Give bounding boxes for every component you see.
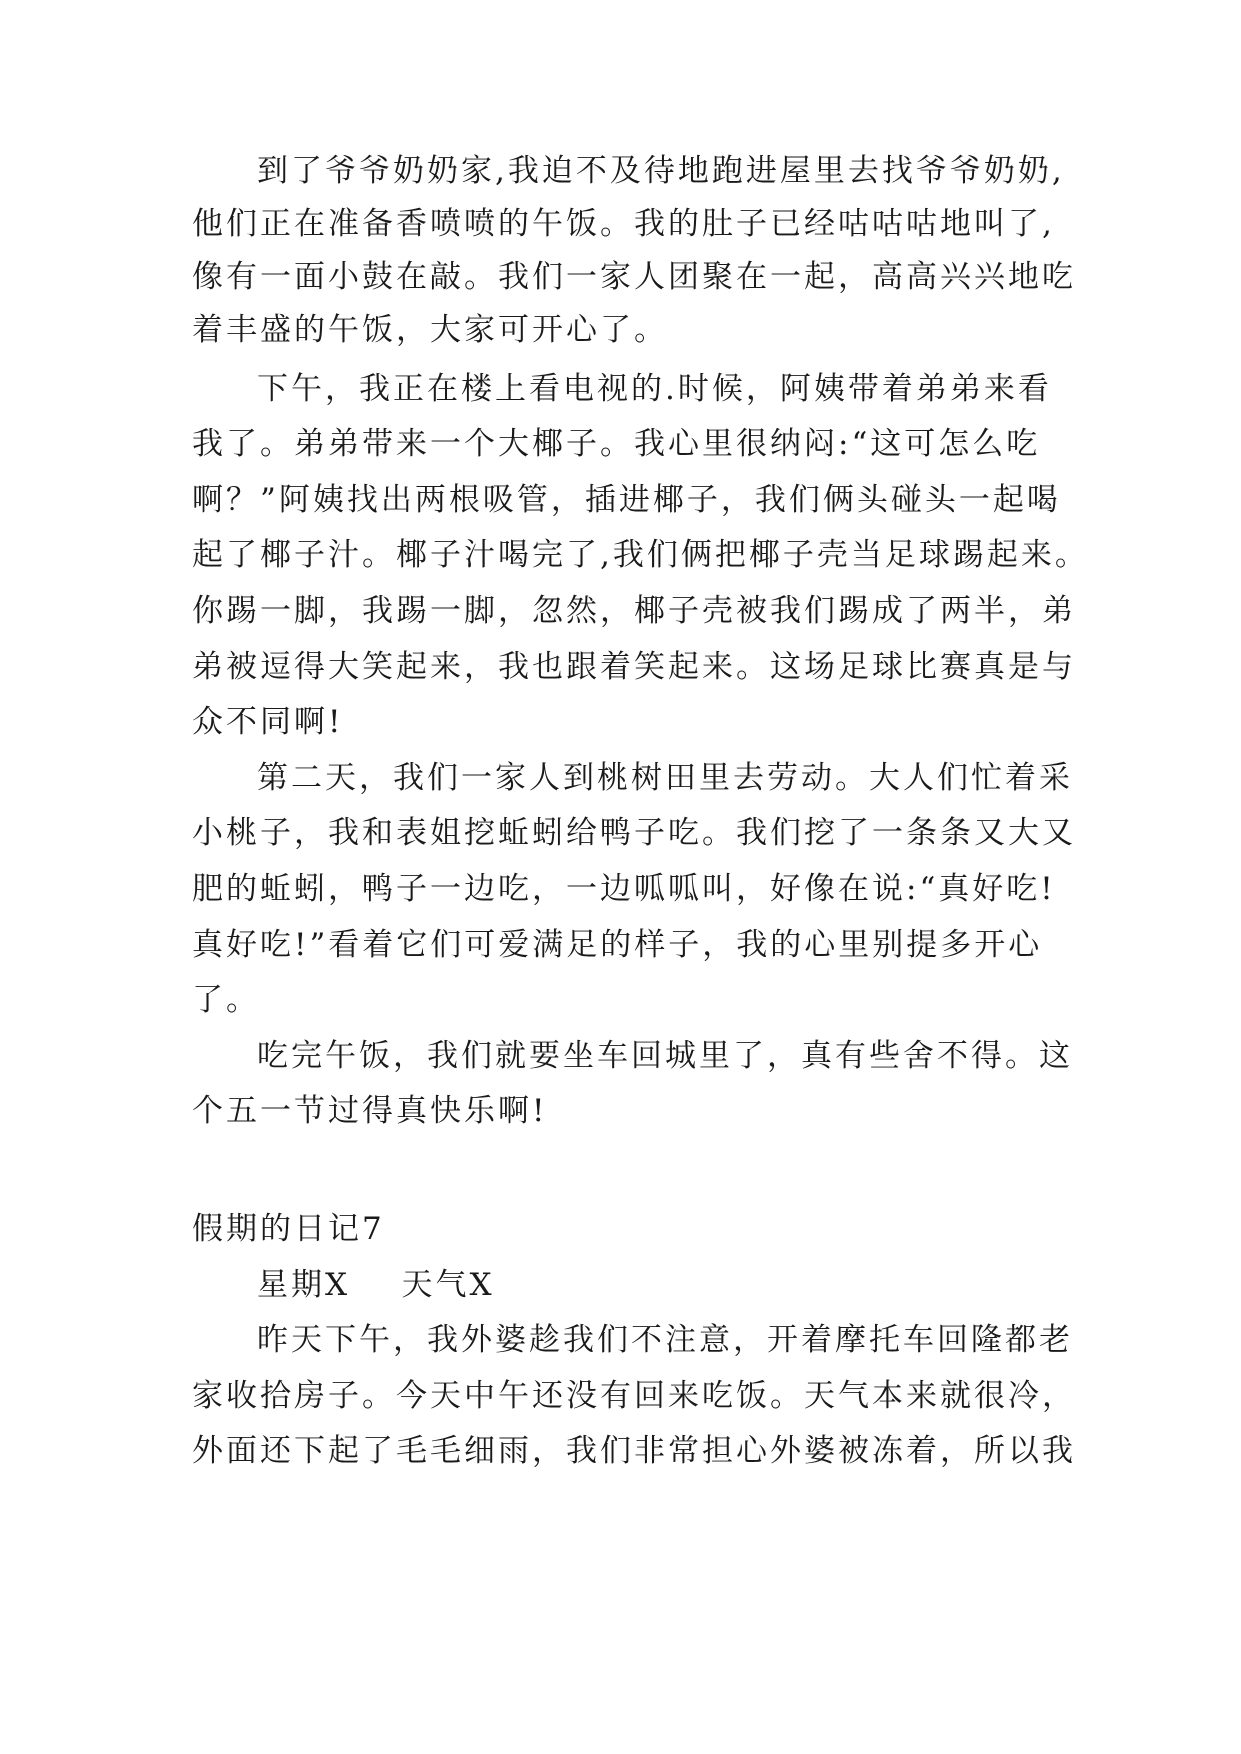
section-title: 假期的日记7 [192, 1211, 385, 1247]
paragraph-2-line-3: 啊？”阿姨找出两根吸管，插进椰子，我们俩头碰头一起喝 [192, 482, 1061, 518]
paragraph-2-line-4: 起了椰子汁。椰子汁喝完了,我们俩把椰子壳当足球踢起来。 [192, 537, 1089, 573]
paragraph-5-line-2: 家收拾房子。今天中午还没有回来吃饭。天气本来就很冷， [192, 1378, 1076, 1414]
paragraph-2-line-1: 下午，我正在楼上看电视的.时候，阿姨带着弟弟来看 [257, 371, 1052, 407]
paragraph-2-line-5: 你踢一脚，我踢一脚，忽然，椰子壳被我们踢成了两半，弟 [192, 593, 1076, 629]
paragraph-2-line-6: 弟被逗得大笑起来，我也跟着笑起来。这场足球比赛真是与 [192, 649, 1076, 685]
paragraph-3-line-3: 肥的蚯蚓，鸭子一边吃，一边呱呱叫，好像在说:“真好吃! [192, 871, 1056, 907]
paragraph-1-line-3: 像有一面小鼓在敲。我们一家人团聚在一起，高高兴兴地吃 [192, 259, 1076, 295]
paragraph-3-line-2: 小桃子，我和表姐挖蚯蚓给鸭子吃。我们挖了一条条又大又 [192, 815, 1076, 851]
paragraph-1-line-1: 到了爷爷奶奶家,我迫不及待地跑进屋里去找爷爷奶奶, [257, 153, 1065, 189]
paragraph-2-line-2: 我了。弟弟带来一个大椰子。我心里很纳闷:“这可怎么吃 [192, 426, 1041, 462]
weekday-weather-line: 星期X 天气X [257, 1267, 495, 1303]
paragraph-5-line-1: 昨天下午，我外婆趁我们不注意，开着摩托车回隆都老 [257, 1322, 1073, 1358]
paragraph-3-line-4: 真好吃!”看着它们可爱满足的样子，我的心里别提多开心 [192, 927, 1043, 963]
paragraph-4-line-1: 吃完午饭，我们就要坐车回城里了，真有些舍不得。这 [257, 1038, 1073, 1074]
paragraph-4-line-2: 个五一节过得真快乐啊! [192, 1093, 548, 1129]
paragraph-3-line-1: 第二天，我们一家人到桃树田里去劳动。大人们忙着采 [257, 760, 1073, 796]
paragraph-1-line-4: 着丰盛的午饭，大家可开心了。 [192, 312, 668, 348]
paragraph-2-line-7: 众不同啊! [192, 704, 344, 740]
paragraph-5-line-3: 外面还下起了毛毛细雨，我们非常担心外婆被冻着，所以我 [192, 1433, 1076, 1469]
paragraph-1-line-2: 他们正在准备香喷喷的午饭。我的肚子已经咕咕咕地叫了, [192, 206, 1055, 242]
paragraph-3-line-5: 了。 [192, 982, 260, 1018]
